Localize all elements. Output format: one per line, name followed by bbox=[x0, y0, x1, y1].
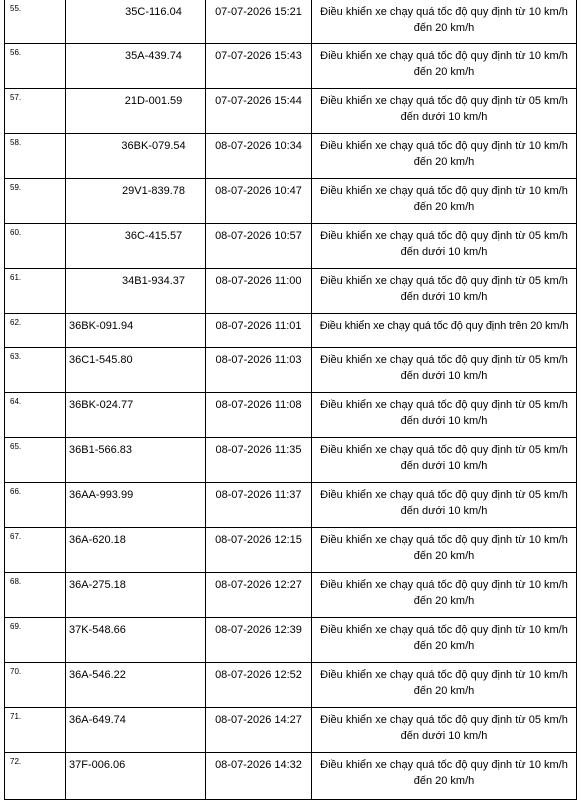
table-row bbox=[5, 528, 577, 573]
license-plate: 36AA-993.99 bbox=[66, 483, 206, 528]
row-number: 68. bbox=[5, 573, 66, 618]
violation-time: 08-07-2026 14:27 bbox=[206, 708, 312, 753]
row-number: 61. bbox=[5, 269, 66, 314]
violation-description: Điều khiển xe chạy quá tốc độ quy định từ 05 km/h đến dưới 10 km/h bbox=[312, 393, 577, 438]
row-number: 55. bbox=[5, 0, 66, 44]
row-number: 69. bbox=[5, 618, 66, 663]
table-row bbox=[5, 573, 577, 618]
violation-description: Điều khiển xe chạy quá tốc độ quy định từ 05 km/h đến dưới 10 km/h bbox=[312, 438, 577, 483]
row-number: 58. bbox=[5, 134, 66, 179]
table-row bbox=[5, 438, 577, 483]
license-plate: 36BK-079.54 bbox=[66, 134, 206, 179]
table-row bbox=[5, 224, 577, 269]
license-plate: 36BK-024.77 bbox=[66, 393, 206, 438]
license-plate: 36C-415.57 bbox=[66, 224, 206, 269]
violation-description: Điều khiển xe chạy quá tốc độ quy định trên 20 km/h bbox=[312, 314, 577, 348]
violation-time: 08-07-2026 11:01 bbox=[206, 314, 312, 348]
violation-description: Điều khiển xe chạy quá tốc độ quy định từ 10 km/h đến 20 km/h bbox=[312, 528, 577, 573]
table-row bbox=[5, 663, 577, 708]
license-plate: 36C1-545.80 bbox=[66, 348, 206, 393]
violation-description: Điều khiển xe chạy quá tốc độ quy định từ 10 km/h đến 20 km/h bbox=[312, 573, 577, 618]
license-plate: 36B1-566.83 bbox=[66, 438, 206, 483]
table-row bbox=[5, 0, 577, 44]
violation-description: Điều khiển xe chạy quá tốc độ quy định từ 05 km/h đến dưới 10 km/h bbox=[312, 348, 577, 393]
row-number: 64. bbox=[5, 393, 66, 438]
violation-description: Điều khiển xe chạy quá tốc độ quy định từ 10 km/h đến 20 km/h bbox=[312, 618, 577, 663]
license-plate: 34B1-934.37 bbox=[66, 269, 206, 314]
violation-time: 08-07-2026 10:57 bbox=[206, 224, 312, 269]
row-number: 71. bbox=[5, 708, 66, 753]
violation-time: 08-07-2026 11:00 bbox=[206, 269, 312, 314]
row-number: 70. bbox=[5, 663, 66, 708]
violation-description: Điều khiển xe chạy quá tốc độ quy định từ 10 km/h đến 20 km/h bbox=[312, 753, 577, 800]
license-plate: 21D-001.59 bbox=[66, 89, 206, 134]
violation-time: 08-07-2026 12:52 bbox=[206, 663, 312, 708]
violation-description: Điều khiển xe chạy quá tốc độ quy định từ 05 km/h đến dưới 10 km/h bbox=[312, 483, 577, 528]
row-number: 57. bbox=[5, 89, 66, 134]
violation-time: 07-07-2026 15:43 bbox=[206, 44, 312, 89]
table-row bbox=[5, 134, 577, 179]
license-plate: 36A-546.22 bbox=[66, 663, 206, 708]
license-plate: 35A-439.74 bbox=[66, 44, 206, 89]
license-plate: 37F-006.06 bbox=[66, 753, 206, 800]
violation-description: Điều khiển xe chạy quá tốc độ quy định từ 10 km/h đến 20 km/h bbox=[312, 44, 577, 89]
row-number: 60. bbox=[5, 224, 66, 269]
row-number: 66. bbox=[5, 483, 66, 528]
row-number: 56. bbox=[5, 44, 66, 89]
row-number: 65. bbox=[5, 438, 66, 483]
row-number: 63. bbox=[5, 348, 66, 393]
table-row bbox=[5, 348, 577, 393]
table-row bbox=[5, 393, 577, 438]
row-number: 67. bbox=[5, 528, 66, 573]
license-plate: 36A-620.18 bbox=[66, 528, 206, 573]
violations-table bbox=[4, 0, 577, 800]
violation-description: Điều khiển xe chạy quá tốc độ quy định từ 10 km/h đến 20 km/h bbox=[312, 134, 577, 179]
violation-time: 07-07-2026 15:44 bbox=[206, 89, 312, 134]
license-plate: 29V1-839.78 bbox=[66, 179, 206, 224]
row-number: 72. bbox=[5, 753, 66, 800]
license-plate: 36A-275.18 bbox=[66, 573, 206, 618]
violation-time: 08-07-2026 11:08 bbox=[206, 393, 312, 438]
violation-time: 08-07-2026 11:35 bbox=[206, 438, 312, 483]
violation-time: 08-07-2026 12:15 bbox=[206, 528, 312, 573]
table-row bbox=[5, 44, 577, 89]
table-row bbox=[5, 618, 577, 663]
violation-description: Điều khiển xe chạy quá tốc độ quy định từ 05 km/h đến dưới 10 km/h bbox=[312, 224, 577, 269]
violations-table-body bbox=[5, 0, 577, 800]
license-plate: 36BK-091.94 bbox=[66, 314, 206, 348]
table-row bbox=[5, 179, 577, 224]
violation-time: 08-07-2026 10:34 bbox=[206, 134, 312, 179]
row-number: 59. bbox=[5, 179, 66, 224]
violation-description: Điều khiển xe chạy quá tốc độ quy định từ 10 km/h đến 20 km/h bbox=[312, 179, 577, 224]
violation-description: Điều khiển xe chạy quá tốc độ quy định từ 05 km/h đến dưới 10 km/h bbox=[312, 89, 577, 134]
license-plate: 36A-649.74 bbox=[66, 708, 206, 753]
table-row bbox=[5, 89, 577, 134]
license-plate: 35C-116.04 bbox=[66, 0, 206, 44]
table-row bbox=[5, 269, 577, 314]
row-number: 62. bbox=[5, 314, 66, 348]
violation-time: 08-07-2026 12:39 bbox=[206, 618, 312, 663]
violation-time: 08-07-2026 14:32 bbox=[206, 753, 312, 800]
table-row bbox=[5, 483, 577, 528]
violation-description: Điều khiển xe chạy quá tốc độ quy định từ 05 km/h đến dưới 10 km/h bbox=[312, 708, 577, 753]
table-row bbox=[5, 708, 577, 753]
violation-description: Điều khiển xe chạy quá tốc độ quy định từ 10 km/h đến 20 km/h bbox=[312, 0, 577, 44]
license-plate: 37K-548.66 bbox=[66, 618, 206, 663]
violation-description: Điều khiển xe chạy quá tốc độ quy định từ 05 km/h đến dưới 10 km/h bbox=[312, 269, 577, 314]
violation-time: 07-07-2026 15:21 bbox=[206, 0, 312, 44]
violation-time: 08-07-2026 11:37 bbox=[206, 483, 312, 528]
violation-time: 08-07-2026 11:03 bbox=[206, 348, 312, 393]
violation-description: Điều khiển xe chạy quá tốc độ quy định từ 10 km/h đến 20 km/h bbox=[312, 663, 577, 708]
violation-time: 08-07-2026 10:47 bbox=[206, 179, 312, 224]
table-row bbox=[5, 314, 577, 348]
table-row bbox=[5, 753, 577, 800]
violation-time: 08-07-2026 12:27 bbox=[206, 573, 312, 618]
